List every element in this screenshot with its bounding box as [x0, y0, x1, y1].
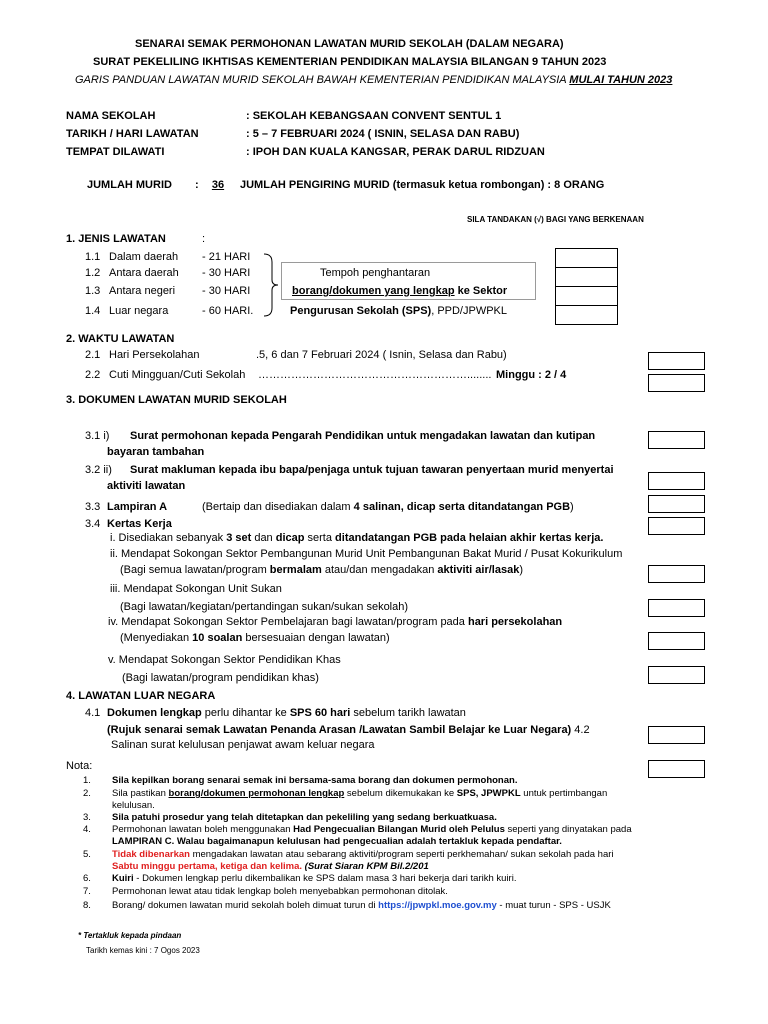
n2-e: untuk pertimbangan kelulusan. [112, 788, 608, 811]
notes-title: Nota: [66, 760, 93, 772]
s4-item1-line3: Salinan surat kelulusan penjawat awam keluar negara [111, 739, 375, 751]
s3-item3-num: 3.3 [85, 501, 101, 513]
s4-rujuk: (Rujuk senarai semak Lawatan Penanda Arasan /Lawatan Sambil Belajar ke Luar Negara) [107, 724, 572, 736]
s1-item-days: - 60 HARI. [202, 305, 254, 317]
kertas-iii-line1: iii. Mendapat Sokongan Unit Sukan [110, 583, 282, 595]
school-value: : SEKOLAH KEBANGSAAN CONVENT SENTUL 1 [246, 110, 502, 122]
kertas-v-line2: (Bagi lawatan/program pendidikan khas) [122, 672, 319, 684]
lampiran-note-a: (Bertaip dan disediakan dalam [202, 501, 354, 513]
checkbox-sokongan-unit-sukan[interactable] [648, 599, 705, 617]
school-label: NAMA SEKOLAH [66, 110, 156, 122]
n5-b: mengadakan lawatan atau sebarang aktiviti/program seperti perkhemahan/ sukan sekolah pada hari [189, 849, 614, 860]
s4-item1-line2 [107, 724, 590, 736]
note-1: Sila kepilkan borang senarai semak ini bersama-sama borang dan dokumen permohonan. [112, 775, 518, 786]
checkbox-antara-negeri[interactable] [555, 286, 618, 306]
k1-b: 3 set [226, 532, 252, 544]
s2-minggu: Minggu : 2 / 4 [496, 369, 567, 381]
checkbox-cuti-sekolah[interactable] [648, 374, 705, 392]
checkbox-sokongan-pembelajaran[interactable] [648, 632, 705, 650]
tempoh-line2 [292, 285, 507, 297]
checkbox-kertas-kerja[interactable] [648, 517, 705, 535]
s2-item2-dots: …………………………………………………........ [258, 369, 492, 381]
s1-item-days: - 21 HARI [202, 251, 251, 263]
n5-a: Tidak dibenarkan [112, 849, 190, 860]
s3-item4-num: 3.4 [85, 518, 101, 530]
tick-instruction: SILA TANDAKAN (√) BAGI YANG BERKENAAN [467, 215, 644, 224]
note-num: 5. [83, 849, 91, 860]
s1-item-label: Antara negeri [109, 285, 176, 297]
tempoh-ppd: , PPD/JPWPKL [431, 305, 507, 317]
s4-d: sebelum tarikh lawatan [350, 707, 466, 719]
s3-item3-label: Lampiran A [107, 501, 168, 513]
s3-item2-num: 3.2 ii) [85, 464, 112, 476]
k4-line2-c: bersesuaian dengan lawatan) [242, 632, 390, 644]
s1-item-num: 1.3 [85, 285, 101, 297]
kertas-iii-line2: (Bagi lawatan/kegiatan/pertandingan sukan/sukan sekolah) [120, 601, 409, 613]
s2-item1-num: 2.1 [85, 349, 101, 361]
s3-item3-note [202, 501, 574, 513]
s4-42: 4.2 [571, 724, 590, 736]
k4-a: iv. Mendapat Sokongan Sektor Pembelajaran bagi lawatan/program pada [108, 616, 468, 628]
s3-item2-line2: aktiviti lawatan [107, 480, 186, 492]
note-8 [112, 900, 642, 912]
kertas-iv-line1 [108, 616, 562, 628]
place-label: TEMPAT DILAWATI [66, 146, 165, 158]
circular-line: SURAT PEKELILING IKHTISAS KEMENTERIAN PENDIDIKAN MALAYSIA BILANGAN 9 TAHUN 2023 [93, 56, 607, 68]
students-value: 36 [211, 179, 225, 191]
k2-c: atau/dan mengadakan [321, 564, 438, 576]
s1-item-num: 1.4 [85, 305, 101, 317]
s1-item-label: Antara daerah [109, 267, 179, 279]
k1-a: i. Disediakan sebanyak [110, 532, 227, 544]
n8-c: - muat turun - SPS - USJK [496, 900, 611, 911]
s1-item-days: - 30 HARI [202, 267, 251, 279]
k4-line2-a: (Menyediakan [120, 632, 193, 644]
guideline-text: GARIS PANDUAN LAWATAN MURID SEKOLAH BAWAH KEMENTERIAN PENDIDIKAN MALAYSIA [75, 74, 570, 86]
s1-item-num: 1.1 [85, 251, 101, 263]
tempoh-line3 [290, 305, 507, 317]
note-num: 7. [83, 886, 91, 897]
checkbox-surat-makluman[interactable] [648, 472, 705, 490]
s3-item1-line1: Surat permohonan kepada Pengarah Pendidikan untuk mengadakan lawatan dan kutipan [130, 430, 596, 442]
n2-a: Sila pastikan [112, 788, 169, 799]
footer-amendment: * Tertakluk kepada pindaan [78, 931, 182, 940]
kertas-ii-line2 [120, 564, 523, 576]
n4-c: seperti yang dinyatakan pada [504, 824, 632, 835]
note-6 [112, 873, 642, 885]
note-num: 6. [83, 873, 91, 884]
place-value: : IPOH DAN KUALA KANGSAR, PERAK DARUL RIDZUAN [246, 146, 545, 158]
lampiran-note-b: 4 salinan, dicap serta ditandatangan PGB [353, 501, 571, 513]
n4-a: Permohonan lawatan boleh menggunakan [112, 824, 294, 835]
s1-item-label: Luar negara [109, 305, 169, 317]
section1-title: 1. JENIS LAWATAN [66, 233, 166, 245]
n2-c: sebelum dikemukakan ke [344, 788, 457, 799]
date-label: TARIKH / HARI LAWATAN [66, 128, 199, 140]
kertas-v-line1: v. Mendapat Sokongan Sektor Pendidikan Khas [108, 654, 341, 666]
checkbox-surat-permohonan[interactable] [648, 431, 705, 449]
kertas-i [110, 532, 603, 544]
checkbox-lampiran-a[interactable] [648, 495, 705, 513]
k1-f: ditandatangan PGB pada helaian akhir kertas kerja. [335, 532, 604, 544]
tempoh-sektor: ke Sektor [454, 285, 508, 297]
s3-item4-label: Kertas Kerja [107, 518, 172, 530]
n6-b: - Dokumen lengkap perlu dikembalikan ke SPS dalam masa 3 hari bekerja dari tarikh kuiri. [133, 873, 517, 884]
note-num: 8. [83, 900, 91, 911]
document-title: SENARAI SEMAK PERMOHONAN LAWATAN MURID SEKOLAH (DALAM NEGARA) [135, 38, 564, 50]
k4-b: hari persekolahan [467, 616, 563, 628]
section2-title: 2. WAKTU LAWATAN [66, 333, 175, 345]
s1-item-label: Dalam daerah [109, 251, 179, 263]
note-5 [112, 849, 642, 873]
k4-line2-b: 10 soalan [192, 632, 243, 644]
students-colon: : [195, 179, 199, 191]
escorts-label: JUMLAH PENGIRING MURID (termasuk ketua rombongan) : 8 ORANG [240, 179, 605, 191]
kertas-ii-line1: ii. Mendapat Sokongan Sektor Pembangunan Murid Unit Pembangunan Bakat Murid / Pusat Kokurikulum [110, 548, 623, 560]
k1-d: dicap [275, 532, 305, 544]
s4-c: SPS 60 hari [289, 707, 351, 719]
n2-d: SPS, JPWPKL [456, 788, 521, 799]
tempoh-underlined: borang/dokumen yang lengkap [292, 285, 455, 297]
k1-c: dan [251, 532, 276, 544]
checkbox-salinan-kelulusan[interactable] [648, 760, 705, 778]
note-num: 2. [83, 788, 91, 799]
n6-a: Kuiri [112, 873, 134, 884]
n4-d: LAMPIRAN C. Walau bagaimanapun kelulusan had pengecualian adalah tertakluk kepada pendaftar. [112, 836, 562, 847]
checkbox-sokongan-pembangunan-murid[interactable] [648, 565, 705, 583]
checkbox-sokongan-pendidikan-khas[interactable] [648, 666, 705, 684]
s4-b: perlu dihantar ke [201, 707, 290, 719]
s2-item2-num: 2.2 [85, 369, 101, 381]
guideline-line [75, 74, 672, 86]
s1-item-num: 1.2 [85, 267, 101, 279]
guideline-year: MULAI TAHUN 2023 [569, 74, 673, 86]
s4-a: Dokumen lengkap [107, 707, 202, 719]
n5-c: Sabtu minggu pertama, ketiga dan kelima. [112, 861, 303, 872]
note-7: Permohonan lewat atau tidak lengkap boleh menyebabkan permohonan ditolak. [112, 886, 448, 897]
k2-e: ) [519, 564, 523, 576]
k2-a: (Bagi semua lawatan/program [120, 564, 270, 576]
checkbox-antara-daerah[interactable] [555, 267, 618, 287]
note-num: 1. [83, 775, 91, 786]
s4-item1-num: 4.1 [85, 707, 101, 719]
note-3: Sila patuhi prosedur yang telah ditetapkan dan pekeliling yang sedang berkuatkuasa. [112, 812, 497, 823]
checkbox-hari-persekolahan[interactable] [648, 352, 705, 370]
date-value: : 5 – 7 FEBRUARI 2024 ( ISNIN, SELASA DAN RABU) [246, 128, 520, 140]
n8-a: Borang/ dokumen lawatan murid sekolah boleh dimuat turun di [112, 900, 379, 911]
s2-item1-value: .5, 6 dan 7 Februari 2024 ( Isnin, Selasa dan Rabu) [256, 349, 507, 361]
n5-d: (Surat Siaran KPM Bil.2/201 [302, 861, 429, 872]
jpwpkl-link[interactable]: https://jpwpkl.moe.gov.my [378, 900, 497, 911]
kertas-iv-line2 [120, 632, 390, 644]
section4-title: 4. LAWATAN LUAR NEGARA [66, 690, 216, 702]
s2-item2-label: Cuti Mingguan/Cuti Sekolah [109, 369, 246, 381]
s2-item1-label: Hari Persekolahan [109, 349, 200, 361]
note-num: 4. [83, 824, 91, 835]
k1-e: serta [304, 532, 336, 544]
n2-b: borang/dokumen permohonan lengkap [168, 788, 345, 799]
footer-updated: Tarikh kemas kini : 7 Ogos 2023 [86, 946, 200, 955]
s3-item1-line2: bayaran tambahan [107, 446, 205, 458]
section1-colon: : [202, 233, 206, 245]
checkbox-luar-negara[interactable] [555, 305, 618, 325]
note-num: 3. [83, 812, 91, 823]
lampiran-note-c: ) [570, 501, 574, 513]
note-2 [112, 788, 612, 812]
section3-title: 3. DOKUMEN LAWATAN MURID SEKOLAH [66, 394, 287, 406]
brace-bracket [262, 250, 282, 320]
checkbox-dalam-daerah[interactable] [555, 248, 618, 268]
checkbox-dokumen-lengkap[interactable] [648, 726, 705, 744]
k2-b: bermalam [269, 564, 322, 576]
note-4 [112, 824, 642, 848]
s1-item-days: - 30 HARI [202, 285, 251, 297]
s4-item1-line1 [107, 707, 466, 719]
n4-b: Had Pengecualian Bilangan Murid oleh Pelulus [293, 824, 505, 835]
k2-d: aktiviti air/lasak [437, 564, 520, 576]
s3-item2-line1: Surat makluman kepada ibu bapa/penjaga untuk tujuan tawaran penyertaan murid menyertai [130, 464, 614, 476]
students-label: JUMLAH MURID [87, 179, 172, 191]
tempoh-sps: Pengurusan Sekolah (SPS) [290, 305, 432, 317]
s3-item1-num: 3.1 i) [85, 430, 110, 442]
tempoh-line1: Tempoh penghantaran [320, 267, 431, 279]
